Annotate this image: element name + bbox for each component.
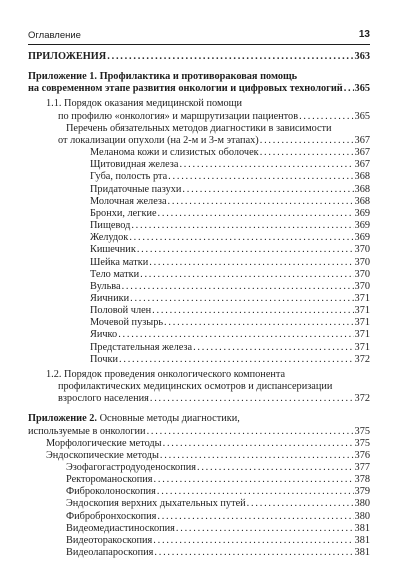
toc-entry-appendix-1[interactable] bbox=[28, 71, 370, 95]
toc-entry-title: Кишечник bbox=[90, 244, 136, 256]
appendix-title-line: на современном этапе развития онкологии и цифровых технологий bbox=[28, 83, 343, 95]
toc-entry[interactable] bbox=[28, 293, 370, 305]
toc-entry-title: Морфологические методы bbox=[46, 437, 162, 449]
organ-list bbox=[28, 147, 370, 366]
toc-entry-title: Пищевод bbox=[90, 220, 131, 232]
dot-leader bbox=[157, 486, 354, 498]
toc-entry[interactable] bbox=[28, 305, 370, 317]
toc-entry-title: Губа, полость рта bbox=[90, 171, 168, 183]
toc-entry-appendices[interactable] bbox=[28, 51, 370, 63]
toc-entry-page: 365 bbox=[354, 83, 370, 95]
dot-leader bbox=[140, 269, 353, 281]
appendix-title-line: Профилактика и противораковая помощь bbox=[99, 71, 298, 83]
toc-entry-title: Вульва bbox=[90, 280, 121, 292]
section-title-line: 1.2. Порядок проведения онкологического компонента bbox=[46, 368, 286, 380]
toc-entry-title: Предстательная железа bbox=[90, 341, 193, 353]
section-title-line: по профилю «онкология» и маршрутизации пациентов bbox=[58, 110, 299, 122]
toc-entry[interactable] bbox=[28, 354, 370, 366]
toc-entry-appendix-2[interactable] bbox=[28, 413, 370, 437]
method-list bbox=[28, 438, 370, 560]
dot-leader bbox=[179, 159, 353, 171]
section-title-line: от локализации опухоли (на 2-м и 3-м этапах) bbox=[58, 134, 259, 146]
toc-entry-diagnostics-list[interactable] bbox=[28, 123, 370, 147]
toc-entry-page: 371 bbox=[354, 305, 370, 317]
toc-entry-title: Мочевой пузырь bbox=[90, 317, 164, 329]
dot-leader bbox=[164, 317, 354, 329]
toc-entry-page: 370 bbox=[354, 244, 370, 256]
toc-entry-page: 369 bbox=[354, 207, 370, 219]
dot-leader bbox=[118, 329, 353, 341]
dot-leader bbox=[193, 342, 353, 354]
dot-leader bbox=[160, 450, 354, 462]
appendix-label: Приложение 1. bbox=[28, 71, 97, 83]
toc-entry-section-1-2[interactable] bbox=[28, 369, 370, 405]
toc-entry[interactable] bbox=[28, 450, 370, 462]
toc-entry-page: 371 bbox=[354, 317, 370, 329]
dot-leader bbox=[154, 474, 354, 486]
toc-entry-page: 365 bbox=[354, 110, 370, 122]
toc-entry-page: 368 bbox=[354, 195, 370, 207]
toc-entry-page: 368 bbox=[354, 171, 370, 183]
dot-leader bbox=[163, 438, 354, 450]
toc-entry[interactable] bbox=[28, 244, 370, 256]
toc-entry[interactable] bbox=[28, 486, 370, 498]
dot-leader bbox=[157, 511, 353, 523]
toc-entry-page: 380 bbox=[354, 510, 370, 522]
toc-entry-page: 371 bbox=[354, 341, 370, 353]
dot-leader bbox=[149, 257, 353, 269]
appendix-label: Приложение 2. bbox=[28, 413, 97, 425]
toc-entry-page: 381 bbox=[354, 522, 370, 534]
toc-entry-page: 371 bbox=[354, 292, 370, 304]
toc-entry-page: 369 bbox=[354, 232, 370, 244]
dot-leader bbox=[247, 498, 354, 510]
toc-entry-page: 370 bbox=[354, 280, 370, 292]
toc-entry[interactable] bbox=[28, 498, 370, 510]
toc-entry-title: Половой член bbox=[90, 305, 152, 317]
toc-entry-title: Эзофагогастродуоденоскопия bbox=[66, 462, 196, 473]
toc-entry-page: 371 bbox=[354, 329, 370, 341]
dot-leader bbox=[176, 523, 354, 535]
toc-entry[interactable] bbox=[28, 269, 370, 281]
dot-leader bbox=[150, 393, 354, 405]
toc-entry[interactable] bbox=[28, 342, 370, 354]
toc-entry-title: Ректороманоскопия bbox=[66, 474, 153, 486]
dot-leader bbox=[137, 244, 354, 256]
dot-leader bbox=[147, 426, 354, 438]
toc-entry-title: Меланома кожи и слизистых оболочек bbox=[90, 147, 259, 159]
toc-entry[interactable] bbox=[28, 147, 370, 159]
dot-leader bbox=[153, 535, 353, 547]
toc-entry-title: Молочная железа bbox=[90, 195, 167, 207]
toc-entry[interactable] bbox=[28, 196, 370, 208]
toc-entry[interactable] bbox=[28, 232, 370, 244]
toc-entry-page: 367 bbox=[354, 134, 370, 146]
toc-entry-title: Видеолапароскопия bbox=[66, 547, 154, 559]
toc-entry-title: Яичники bbox=[90, 292, 130, 304]
toc-entry[interactable] bbox=[28, 438, 370, 450]
dot-leader bbox=[344, 83, 354, 95]
toc-entry-page: 381 bbox=[354, 547, 370, 559]
dot-leader bbox=[260, 147, 354, 159]
toc-entry-title: Бронхи, легкие bbox=[90, 207, 157, 219]
toc-entry[interactable] bbox=[28, 159, 370, 171]
toc-entry-title: Придаточные пазухи bbox=[90, 183, 182, 195]
toc-entry-page: 367 bbox=[354, 147, 370, 159]
section-title: Оглавление bbox=[28, 30, 81, 41]
toc-entry-page: 375 bbox=[354, 437, 370, 449]
toc-entry-page: 379 bbox=[354, 486, 370, 498]
dot-leader bbox=[299, 111, 353, 123]
section-title-line: Перечень обязательных методов диагностики в зависимости bbox=[66, 122, 332, 134]
dot-leader bbox=[154, 547, 353, 559]
dot-leader bbox=[260, 135, 354, 147]
toc-entry-title: Видеоторакоскопия bbox=[66, 534, 153, 546]
section-title-line: 1.1. Порядок оказания медицинской помощи bbox=[46, 98, 243, 110]
toc-entry-page: 381 bbox=[354, 534, 370, 546]
toc-entry[interactable] bbox=[28, 474, 370, 486]
toc-entry[interactable] bbox=[28, 523, 370, 535]
toc-entry-title: Эндоскопия верхних дыхательных путей bbox=[66, 498, 246, 510]
dot-leader bbox=[158, 208, 354, 220]
toc-entry[interactable] bbox=[28, 329, 370, 341]
toc-entry-page: 370 bbox=[354, 268, 370, 280]
dot-leader bbox=[119, 354, 354, 366]
toc-entry-page: 363 bbox=[354, 51, 370, 62]
toc-entry[interactable] bbox=[28, 317, 370, 329]
toc-entry-page: 372 bbox=[354, 393, 370, 405]
toc-entry-title: Эндоскопические методы bbox=[46, 449, 159, 461]
dot-leader bbox=[129, 232, 353, 244]
toc-entry-page: 377 bbox=[354, 462, 370, 473]
dot-leader bbox=[152, 305, 353, 317]
toc-entry-title: Яичко bbox=[90, 329, 118, 341]
table-of-contents bbox=[28, 51, 370, 559]
toc-entry-title: Почки bbox=[90, 353, 119, 365]
toc-entry[interactable] bbox=[28, 220, 370, 232]
toc-entry[interactable] bbox=[28, 547, 370, 559]
page-number: 13 bbox=[358, 29, 370, 40]
toc-entry-title: Видеомедиастиноскопия bbox=[66, 522, 175, 534]
toc-entry-title: Шейка матки bbox=[90, 256, 149, 268]
toc-entry[interactable] bbox=[28, 511, 370, 523]
appendix-title-line: Основные методы диагностики, bbox=[99, 413, 240, 425]
dot-leader bbox=[130, 293, 353, 305]
dot-leader bbox=[182, 184, 353, 196]
toc-entry[interactable] bbox=[28, 171, 370, 183]
dot-leader bbox=[107, 51, 353, 63]
toc-entry-page: 369 bbox=[354, 220, 370, 232]
dot-leader bbox=[197, 462, 354, 474]
toc-entry[interactable] bbox=[28, 184, 370, 196]
toc-entry-section-1-1[interactable] bbox=[28, 98, 370, 122]
dot-leader bbox=[122, 281, 354, 293]
toc-entry-page: 367 bbox=[354, 159, 370, 171]
toc-entry[interactable] bbox=[28, 257, 370, 269]
toc-entry-title: ПРИЛОЖЕНИЯ bbox=[28, 51, 107, 62]
appendix-title-line: используемые в онкологии bbox=[28, 425, 146, 437]
dot-leader bbox=[131, 220, 353, 232]
toc-entry-title: Тело матки bbox=[90, 268, 140, 280]
toc-entry-title: Щитовидная железа bbox=[90, 159, 179, 171]
dot-leader bbox=[168, 171, 353, 183]
toc-entry-title: Фиброколоноскопия bbox=[66, 486, 156, 498]
toc-entry-page: 380 bbox=[354, 498, 370, 510]
toc-entry[interactable] bbox=[28, 535, 370, 547]
toc-entry-page: 375 bbox=[354, 425, 370, 437]
toc-entry-page: 368 bbox=[354, 183, 370, 195]
toc-entry-page: 370 bbox=[354, 256, 370, 268]
toc-entry-page: 376 bbox=[354, 449, 370, 461]
toc-entry[interactable] bbox=[28, 462, 370, 474]
toc-entry-title: Желудок bbox=[90, 232, 129, 244]
toc-entry[interactable] bbox=[28, 281, 370, 293]
section-title-line: профилактических медицинских осмотров и диспансеризации bbox=[58, 381, 333, 393]
toc-entry-title: Фибробронхоскопия bbox=[66, 510, 157, 522]
toc-entry-page: 372 bbox=[354, 353, 370, 365]
toc-entry-page: 378 bbox=[354, 474, 370, 486]
toc-entry[interactable] bbox=[28, 208, 370, 220]
section-title-line: взрослого населения bbox=[58, 393, 149, 405]
running-header bbox=[28, 0, 370, 45]
dot-leader bbox=[168, 196, 354, 208]
